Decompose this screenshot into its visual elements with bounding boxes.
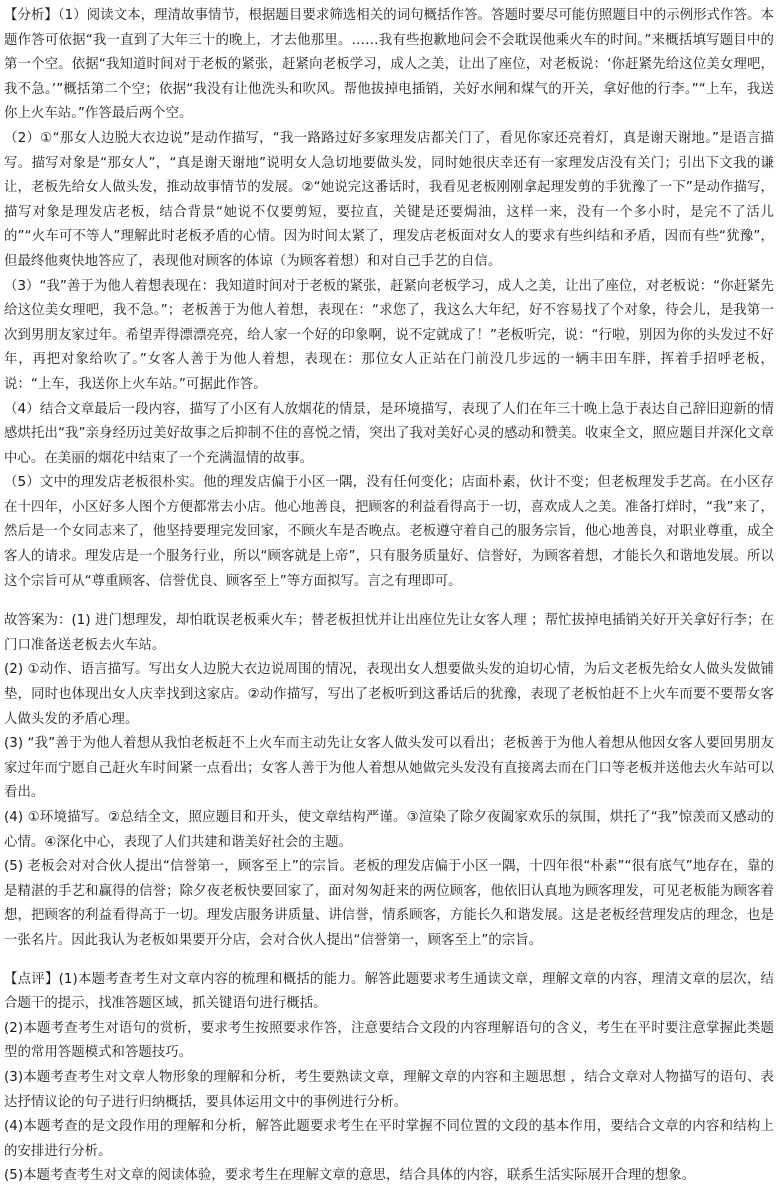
comment-paragraph-3: (3)本题考查考生对文章人物形象的理解和分析，考生要熟读文章，理解文章的内容和主题思想 ，结合文章对人物描写的语句、表达抒情议论的句子进行归纳概括，要具体运用文中的事例进行分析。 [4, 1069, 774, 1110]
answer-paragraph-3: (3) “我”善于为他人着想从我怕老板赶不上火车而主动先让女客人做头发可以看出；老板善于为他人着想从他因女客人要回男朋友家过年而宁愿自己赶火车时间紧一点看出；女客人善于为他人着想从她做完头发没有直接离去而在门口等老板并送他去火车站可以看出。 [4, 736, 774, 801]
analysis-section [4, 4, 774, 594]
analysis-paragraph-4: （4）结合文章最后一段内容，描写了小区有人放烟花的情景，是环境描写，表现了人们在年三十晚上急于表达自己辞旧迎新的情感烘托出“我”亲身经历过美好故事之后抑制不住的喜悦之情，突出了我对美好心灵的感动和赞美。收束全文，照应题目并深化文章中心。在美丽的烟花中结束了一个充满温情的故事。 [4, 401, 774, 466]
comment-paragraph-2: (2)本题考查考生对语句的赏析，要求考生按照要求作答，注意要结合文段的内容理解语句的含义，考生在平时要注意掌握此类题型的常用答题模式和答题技巧。 [4, 1020, 774, 1061]
comment-paragraph-1: 【点评】(1)本题考查考生对文章内容的梳理和概括的能力。解答此题要求考生通读文章，理解文章的内容，理清文章的层次，结合题干的提示，找准答题区域，抓关键语句进行概括。 [4, 971, 774, 1012]
comment-paragraph-5: (5)本题考查考生对文章的阅读体验，要求考生在理解文章的意思，结合具体的内容，联系生活实际展开合理的想象。 [4, 1168, 696, 1184]
answer-paragraph-5: (5) 老板会对对合伙人提出“信誉第一，顾客至上”的宗旨。老板的理发店偏于小区一隅，十四年很“朴素”“很有底气”地存在，靠的是精湛的手艺和赢得的信誉；除夕夜老板快要回家了，面对匆匆赶来的两位顾客，他依旧认真地为顾客理发，可见老板能为顾客着想，把顾客的利益看得高于一切。理发店服务讲质量、讲信誉，情系顾客，方能长久和谐发展。这是老板经营理发店的理念，也是一张名片。因此我认为老板如果要开分店，会对合伙人提出“信誉第一，顾客至上”的宗旨。 [4, 859, 774, 948]
analysis-paragraph-2: （2）①“那女人边脱大衣边说”是动作描写，“我一路路过好多家理发店都关门了，看见你家还亮着灯，真是谢天谢地。”是语言描写。描写对象是“那女人”，“真是谢天谢地”说明女人急切地要做头发，同时她很庆幸还有一家理发店没有关门；引出下文我的谦让，老板先给女人做头发，推动故事情节的发展。②“她说完这番话时，我看见老板刚刚拿起理发剪的手犹豫了一下”是动作描写，描写对象是理发店老板，结合背景“她说不仅要剪短，要拉直，关键是还要焗油，这样一来，没有一个多小时，是完不了活儿的”“火车可不等人”理解此时老板矛盾的心情。因为时间太紧了，理发店老板面对女人的要求有些纠结和矛盾，因而有些“犹豫”，但最终他爽快地答应了，表现他对顾客的体谅（为顾客着想）和对自己手艺的自信。 [4, 130, 774, 269]
answer-paragraph-4: (4) ①环境描写。②总结全文，照应题目和开头，使文章结构严谨。③渲染了除夕夜阖家欢乐的氛围，烘托了“我”惊羡而又感动的心情。④深化中心，表现了人们共建和谐美好社会的主题。 [4, 810, 774, 850]
answer-paragraph-1: 故答案为：(1) 进门想理发，却怕耽误老板乘火车；替老板担忧并让出座位先让女客人理 ；帮忙拔掉电插销关好开关拿好行李；在门口准备送老板去火车站。 [4, 613, 774, 653]
analysis-paragraph-1: 【分析】（1）阅读文本，理清故事情节，根据题目要求筛选相关的词句概括作答。答题时要尽可能仿照题目中的示例形式作答。本题作答可依据“我一直到了大年三十的晚上，才去他那里。……我有些抱歉地问会不会耽误他乘火车的时间。”来概括填写题目中的第一个空。依据“我知道时间对于老板的紧张，赶紧向老板学习，成人之美，让出了座位，对老板说：‘你赶紧先给这位美女理吧，我不急。’”概括第二个空；依据“我没有让他洗头和吹风。帮他拔掉电插销，关好水闸和煤气的开关，拿好他的行李。”“上车，我送你上火车站。”作答最后两个空。 [4, 8, 774, 122]
answer-paragraph-2: (2) ①动作、语言描写。写出女人边脱大衣边说周围的情况，表现出女人想要做头发的迫切心情，为后文老板先给女人做头发做铺垫，同时也体现出女人庆幸找到这家店。②动作描写，写出了老板听到这番话后的犹豫，表现了老板怕赶不上火车而要不要帮女客人做头发的矛盾心理。 [4, 662, 774, 727]
comment-paragraph-4: (4)本题考查的是文段作用的理解和分析，解答此题要求考生在平时掌握不同位置的文段的基本作用，要结合文章的内容和结构上的安排进行分析。 [4, 1119, 774, 1159]
answer-section [4, 609, 774, 953]
analysis-paragraph-5: （5）文中的理发店老板很朴实。他的理发店偏于小区一隅，没有任何变化；店面朴素，伙计不变；但老板理发手艺高。在小区存在十四年，小区好多人图个方便都常去小店。他心地善良，把顾客的利益看得高于一切，喜欢成人之美。准备打烊时，“我”来了，然后是一个女同志来了，他坚持要理完发回家，不顾火车是否晚点。老板遵守着自己的服务宗旨，他心地善良，对职业尊重，成全客人的请求。理发店是一个服务行业，所以“顾客就是上帝”，只有服务质量好、信誉好，为顾客着想，才能长久和谐地发展。所以这个宗旨可从“尊重顾客、信誉优良、顾客至上”等方面拟写。言之有理即可。 [4, 475, 774, 589]
section-spacer [4, 954, 774, 968]
analysis-paragraph-3: （3）“我”善于为他人着想表现在：我知道时间对于老板的紧张，赶紧向老板学习，成人之美，让出了座位，对老板说：“你赶紧先给这位美女理吧，我不急。”；老板善于为他人着想，表现在：“求您了，我这么大年纪，好不容易找了个对象，待会儿，是我第一次到男朋友家过年。希望弄得漂漂亮亮，给人家一个好的印象啊，说不定就成了！”老板听完，说：“行啦，别因为你的头发过不好年，再把对象给吹了。”女客人善于为他人着想，表现在：那位女人正站在门前没几步远的一辆丰田车胖，挥着手招呼老板，说：“上车，我送你上火车站。”可据此作答。 [4, 278, 774, 392]
section-spacer [4, 594, 774, 609]
